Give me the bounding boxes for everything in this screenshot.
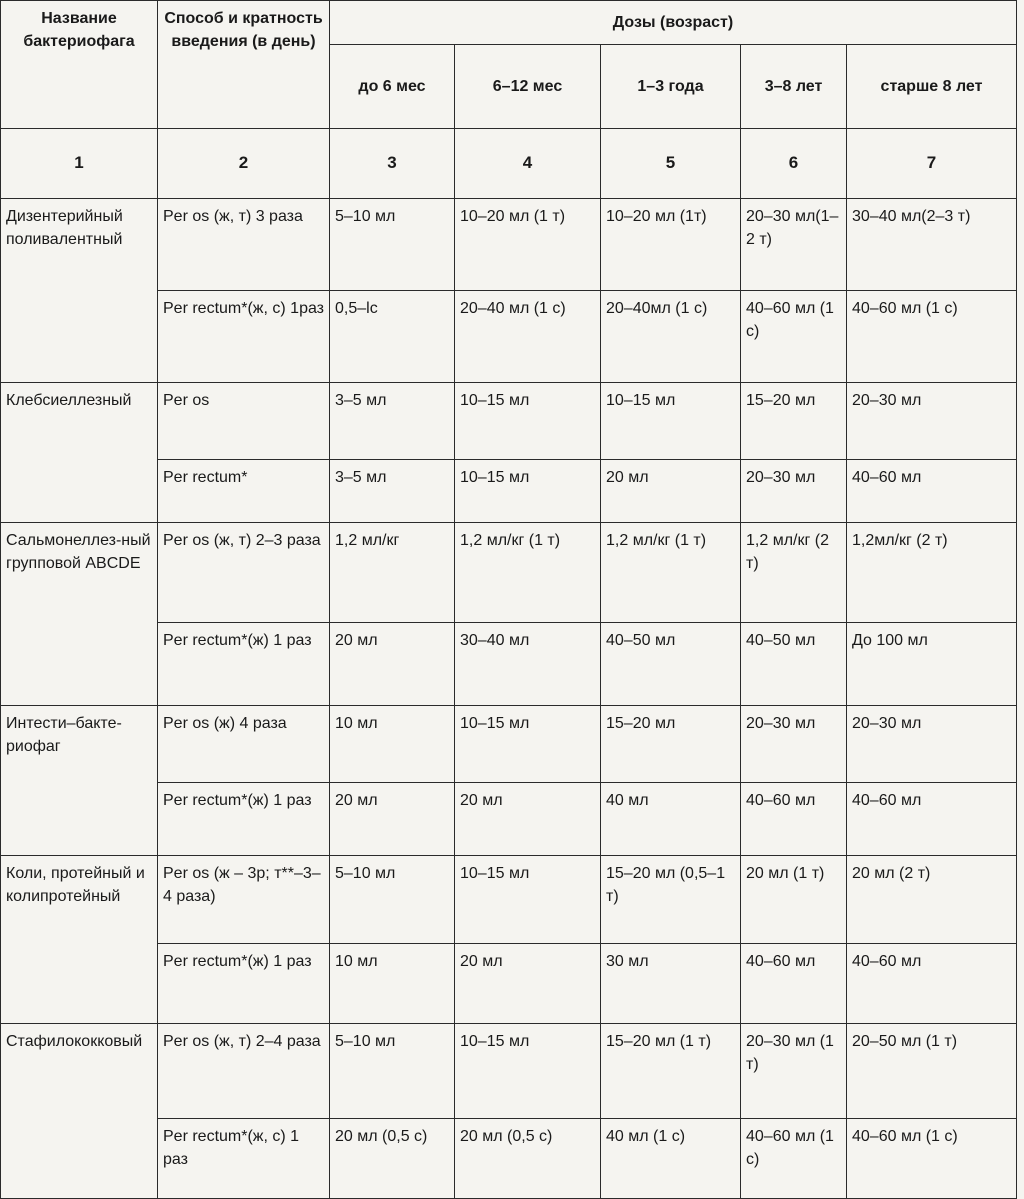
administration-method: Per rectum* [158, 460, 330, 523]
header-method: Способ и кратность введения (в день) [158, 1, 330, 129]
dose-cell: 1,2мл/кг (2 т) [847, 523, 1017, 623]
administration-method: Per os (ж) 4 раза [158, 706, 330, 783]
bacteriophage-name: Клебсиеллезный [1, 383, 158, 523]
dose-cell: 20–30 мл [847, 383, 1017, 460]
dose-cell: 15–20 мл [741, 383, 847, 460]
dose-cell: 40 мл (1 с) [601, 1119, 741, 1199]
dose-cell: 10–15 мл [455, 383, 601, 460]
dose-cell: 3–5 мл [330, 460, 455, 523]
table-body [1, 199, 1017, 1199]
table-header [1, 1, 1017, 199]
column-number: 7 [847, 129, 1017, 199]
header-age-4: старше 8 лет [847, 45, 1017, 129]
dose-cell: 10–15 мл [601, 383, 741, 460]
administration-method: Per rectum*(ж, с) 1раз [158, 291, 330, 383]
dose-cell: 20 мл [455, 944, 601, 1024]
bacteriophage-name: Интести–бакте-риофаг [1, 706, 158, 856]
dose-cell: 20–50 мл (1 т) [847, 1024, 1017, 1119]
column-number: 4 [455, 129, 601, 199]
bacteriophage-name: Сальмонеллез-ный групповой ABCDE [1, 523, 158, 706]
column-number: 3 [330, 129, 455, 199]
administration-method: Per os (ж, т) 3 раза [158, 199, 330, 291]
dose-cell: 40–60 мл [741, 944, 847, 1024]
dose-cell: 30–40 мл(2–3 т) [847, 199, 1017, 291]
dose-cell: 30–40 мл [455, 623, 601, 706]
table-row [1, 1024, 1017, 1119]
bacteriophage-name: Стафилококковый [1, 1024, 158, 1199]
table-row [1, 856, 1017, 944]
dose-cell: 20–30 мл [741, 706, 847, 783]
dose-cell: До 100 мл [847, 623, 1017, 706]
dose-cell: 10–15 мл [455, 1024, 601, 1119]
dose-cell: 5–10 мл [330, 856, 455, 944]
dose-cell: 10 мл [330, 944, 455, 1024]
dose-cell: 3–5 мл [330, 383, 455, 460]
column-number: 6 [741, 129, 847, 199]
dose-cell: 20–40мл (1 с) [601, 291, 741, 383]
dose-cell: 20 мл [601, 460, 741, 523]
dose-cell: 10–15 мл [455, 706, 601, 783]
dose-cell: 40–60 мл (1 с) [741, 1119, 847, 1199]
dose-cell: 1,2 мл/кг (1 т) [601, 523, 741, 623]
dose-cell: 15–20 мл (0,5–1 т) [601, 856, 741, 944]
bacteriophage-name: Дизентерийный поливалентный [1, 199, 158, 383]
dose-cell: 10–20 мл (1т) [601, 199, 741, 291]
dose-cell: 40–60 мл (1 с) [847, 1119, 1017, 1199]
dose-cell: 1,2 мл/кг (1 т) [455, 523, 601, 623]
dose-cell: 0,5–lc [330, 291, 455, 383]
dose-cell: 5–10 мл [330, 199, 455, 291]
dose-cell: 40–60 мл [847, 944, 1017, 1024]
dose-cell: 20 мл (0,5 с) [330, 1119, 455, 1199]
dose-cell: 40–60 мл [847, 783, 1017, 856]
header-age-2: 1–3 года [601, 45, 741, 129]
dose-cell: 40–60 мл (1 с) [847, 291, 1017, 383]
column-number: 5 [601, 129, 741, 199]
administration-method: Per os [158, 383, 330, 460]
dose-cell: 40–50 мл [601, 623, 741, 706]
table-row [1, 523, 1017, 623]
dose-cell: 5–10 мл [330, 1024, 455, 1119]
dose-cell: 10 мл [330, 706, 455, 783]
dose-cell: 40–60 мл (1 с) [741, 291, 847, 383]
dose-cell: 30 мл [601, 944, 741, 1024]
administration-method: Per rectum*(ж) 1 раз [158, 944, 330, 1024]
column-number: 1 [1, 129, 158, 199]
column-number-row [1, 129, 1017, 199]
bacteriophage-name: Коли, протейный и колипротейный [1, 856, 158, 1024]
dose-cell: 40–50 мл [741, 623, 847, 706]
header-doses: Дозы (возраст) [330, 1, 1017, 45]
dose-cell: 15–20 мл [601, 706, 741, 783]
dose-cell: 10–15 мл [455, 460, 601, 523]
administration-method: Per os (ж, т) 2–4 раза [158, 1024, 330, 1119]
dose-cell: 15–20 мл (1 т) [601, 1024, 741, 1119]
table-row [1, 706, 1017, 783]
administration-method: Per rectum*(ж, с) 1 раз [158, 1119, 330, 1199]
dose-cell: 40–60 мл [847, 460, 1017, 523]
administration-method: Per os (ж, т) 2–3 раза [158, 523, 330, 623]
dose-cell: 20–30 мл(1–2 т) [741, 199, 847, 291]
administration-method: Per rectum*(ж) 1 раз [158, 783, 330, 856]
dose-cell: 20–40 мл (1 с) [455, 291, 601, 383]
header-age-0: до 6 мес [330, 45, 455, 129]
column-number: 2 [158, 129, 330, 199]
dose-cell: 20–30 мл [741, 460, 847, 523]
dose-cell: 40–60 мл [741, 783, 847, 856]
table-row [1, 199, 1017, 291]
administration-method: Per os (ж – 3р; т**–3–4 раза) [158, 856, 330, 944]
table-row [1, 383, 1017, 460]
header-age-1: 6–12 мес [455, 45, 601, 129]
dose-cell: 20 мл [330, 783, 455, 856]
dose-cell: 20–30 мл (1 т) [741, 1024, 847, 1119]
administration-method: Per rectum*(ж) 1 раз [158, 623, 330, 706]
dose-cell: 20 мл (0,5 с) [455, 1119, 601, 1199]
dose-cell: 20 мл (2 т) [847, 856, 1017, 944]
dose-cell: 20 мл [455, 783, 601, 856]
header-age-3: 3–8 лет [741, 45, 847, 129]
header-name: Название бактериофага [1, 1, 158, 129]
dose-cell: 10–15 мл [455, 856, 601, 944]
dose-cell: 1,2 мл/кг [330, 523, 455, 623]
dose-cell: 10–20 мл (1 т) [455, 199, 601, 291]
dose-cell: 20–30 мл [847, 706, 1017, 783]
dose-cell: 20 мл [330, 623, 455, 706]
dose-cell: 20 мл (1 т) [741, 856, 847, 944]
dose-cell: 1,2 мл/кг (2 т) [741, 523, 847, 623]
dose-cell: 40 мл [601, 783, 741, 856]
